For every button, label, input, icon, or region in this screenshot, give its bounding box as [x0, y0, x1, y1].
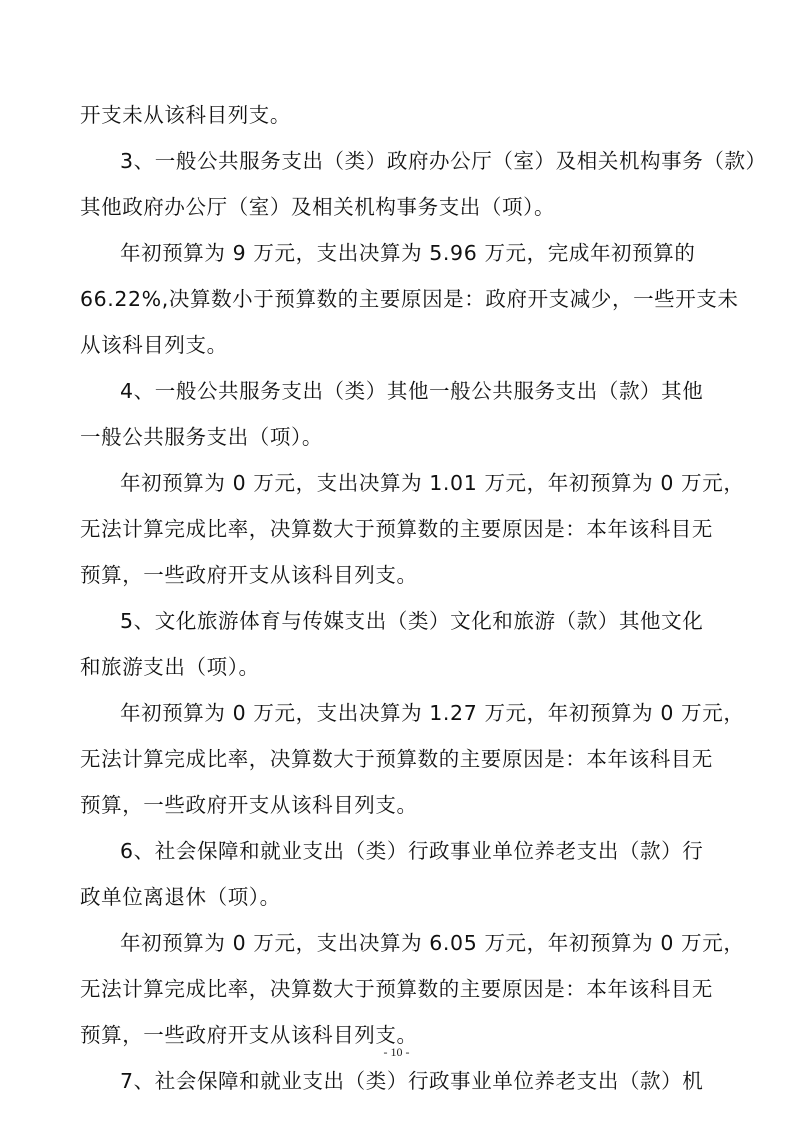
paragraph-line: 预算，一些政府开支从该科目列支。 — [80, 563, 418, 587]
paragraph-line: 无法计算完成比率，决算数大于预算数的主要原因是：本年该科目无 — [80, 747, 713, 771]
paragraph-line: 年初预算为 0 万元，支出决算为 6.05 万元，年初预算为 0 万元， — [120, 931, 745, 955]
paragraph-line: 从该科目列支。 — [80, 333, 228, 357]
paragraph-line: 预算，一些政府开支从该科目列支。 — [80, 1023, 418, 1047]
section-heading-line: 5、文化旅游体育与传媒支出（类）文化和旅游（款）其他文化 — [120, 609, 704, 633]
section-heading-line: 4、一般公共服务支出（类）其他一般公共服务支出（款）其他 — [120, 379, 704, 403]
section-heading-line: 和旅游支出（项）。 — [80, 655, 260, 679]
section-heading-line: 6、社会保障和就业支出（类）行政事业单位养老支出（款）行 — [120, 839, 704, 863]
paragraph-line: 年初预算为 9 万元，支出决算为 5.96 万元，完成年初预算的 — [120, 241, 696, 265]
section-heading-line: 一般公共服务支出（项）。 — [80, 425, 323, 449]
paragraph-line: 无法计算完成比率，决算数大于预算数的主要原因是：本年该科目无 — [80, 517, 713, 541]
paragraph-line: 年初预算为 0 万元，支出决算为 1.01 万元，年初预算为 0 万元， — [120, 471, 745, 495]
paragraph-line: 无法计算完成比率，决算数大于预算数的主要原因是：本年该科目无 — [80, 977, 713, 1001]
page-number: - 10 - — [383, 1045, 410, 1059]
paragraph-line: 预算，一些政府开支从该科目列支。 — [80, 793, 418, 817]
paragraph-line: 年初预算为 0 万元，支出决算为 1.27 万元，年初预算为 0 万元， — [120, 701, 745, 725]
section-heading-line: 其他政府办公厅（室）及相关机构事务支出（项）。 — [80, 195, 556, 219]
section-heading-line: 3、一般公共服务支出（类）政府办公厅（室）及相关机构事务（款） — [120, 149, 767, 173]
paragraph-line: 开支未从该科目列支。 — [80, 103, 291, 127]
paragraph-line: 66.22%,决算数小于预算数的主要原因是：政府开支减少，一些开支未 — [80, 287, 739, 311]
section-heading-line: 政单位离退休（项）。 — [80, 885, 281, 909]
section-heading-line: 7、社会保障和就业支出（类）行政事业单位养老支出（款）机 — [120, 1069, 704, 1093]
